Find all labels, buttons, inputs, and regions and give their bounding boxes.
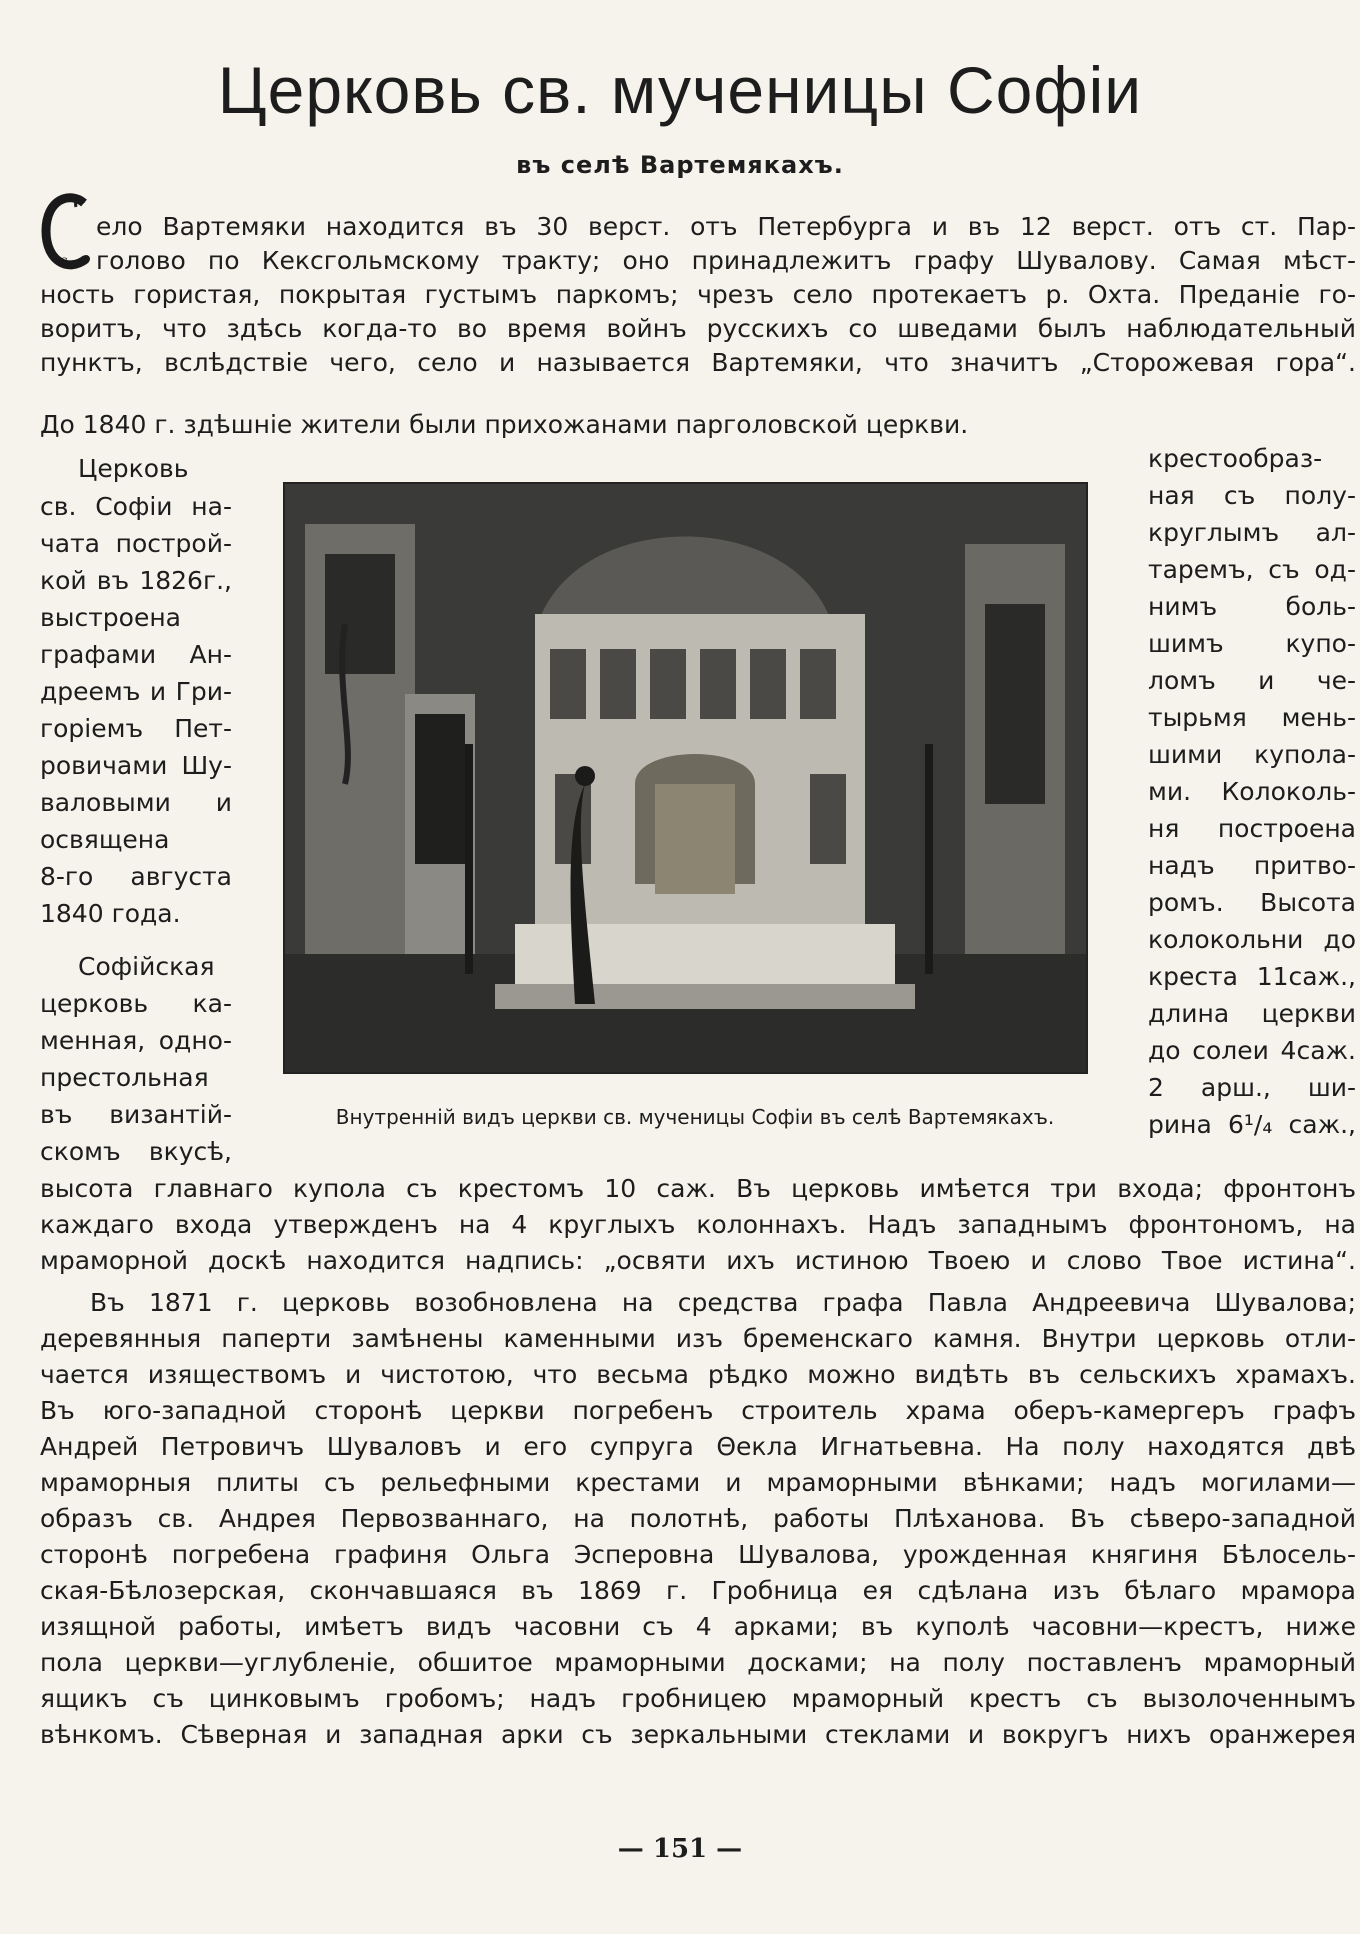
left-column-line: освящена: [40, 825, 170, 854]
right-column-line: шимъ купо-: [1148, 629, 1356, 658]
left-column-line: чата построй-: [40, 529, 232, 558]
right-column-line: ромъ. Высота: [1148, 888, 1356, 917]
left-column-line: Церковь: [78, 454, 189, 483]
intro-line: пунктъ, вслѣдствiе чего, село и называется Вартемяки, что значитъ „Сторожевая гора“.: [40, 348, 1356, 377]
left-column-line: Софiйская: [78, 952, 215, 981]
right-column-line: ломъ и че-: [1148, 666, 1356, 695]
left-column-line: въ византiй-: [40, 1100, 232, 1129]
left-column-line: валовыми и: [40, 788, 232, 817]
left-column-line: кой въ 1826г.,: [40, 566, 232, 595]
left-column-line: графами Ан-: [40, 640, 232, 669]
church-interior-photo: [283, 482, 1088, 1074]
body-line: Андрей Петровичъ Шуваловъ и его супруга Θекла Игнатьевна. На полу находятся двѣ: [40, 1432, 1356, 1461]
left-column-line: менная, одно-: [40, 1026, 232, 1055]
right-column-line: круглымъ ал-: [1148, 518, 1356, 547]
right-column-line: колокольни до: [1148, 925, 1356, 954]
right-column-line: креста 11саж.,: [1148, 962, 1356, 991]
intro-line: До 1840 г. здѣшнiе жители были прихожанами парголовской церкви.: [40, 410, 969, 439]
left-column-line: дреемъ и Гри-: [40, 677, 232, 706]
body-line: вѣнкомъ. Сѣверная и западная арки съ зеркальными стеклами и вокругъ нихъ оранжерея: [40, 1720, 1356, 1749]
right-column-line: до солеи 4саж.: [1148, 1036, 1356, 1065]
left-column-line: горiемъ Пет-: [40, 714, 232, 743]
body-line: ящикъ съ цинковымъ гробомъ; надъ гробницею мраморный крестъ съ вызолоченнымъ: [40, 1684, 1356, 1713]
intro-line: воритъ, что здѣсь когда-то во время войнъ русскихъ со шведами былъ наблюдательный: [40, 314, 1356, 343]
left-column-line: скомъ вкусѣ,: [40, 1137, 232, 1166]
body-line: ская-Бѣлозерская, скончавшаяся въ 1869 г. Гробница ея сдѣлана изъ бѣлаго мрамора: [40, 1576, 1356, 1605]
body-line: образъ св. Андрея Первозваннаго, на полотнѣ, работы Плѣханова. Въ сѣверо-западной: [40, 1504, 1356, 1533]
right-column-line: ная съ полу-: [1148, 481, 1356, 510]
page-title: Церковь св. мученицы Софiи: [217, 53, 1143, 127]
body-line: Въ 1871 г. церковь возобновлена на средства графа Павла Андреевича Шувалова;: [90, 1288, 1356, 1317]
body-line: высота главнаго купола съ крестомъ 10 саж. Въ церковь имѣется три входа; фронтонъ: [40, 1174, 1356, 1203]
body-line: пола церкви—углубленiе, обшитое мраморными досками; на полу поставленъ мраморный: [40, 1648, 1356, 1677]
iconostasis-illustration: [285, 484, 1086, 1072]
body-line: каждаго входа утвержденъ на 4 круглыхъ колоннахъ. Надъ западнымъ фронтономъ, на: [40, 1210, 1356, 1239]
dropcap-letter: С: [60, 257, 68, 268]
body-line: изящной работы, имѣетъ видъ часовни съ 4 арками; въ куполѣ часовни—крестъ, ниже: [40, 1612, 1356, 1641]
body-line: мраморныя плиты съ рельефными крестами и мраморными вѣнками; надъ могилами—: [40, 1468, 1356, 1497]
page-number: — 151 —: [617, 1834, 743, 1864]
intro-line: ность гористая, покрытая густымъ паркомъ; чрезъ село протекаетъ р. Охта. Преданiе го-: [40, 280, 1356, 309]
right-column-line: крестообраз-: [1148, 444, 1323, 473]
right-column-line: длина церкви: [1148, 999, 1356, 1028]
body-line: Въ юго-западной сторонѣ церкви погребенъ строитель храма оберъ-камергеръ графъ: [40, 1396, 1356, 1425]
right-column-line: 2 арш., ши-: [1148, 1073, 1356, 1102]
left-column-line: ровичами Шу-: [40, 751, 232, 780]
left-column-line: 1840 года.: [40, 899, 181, 928]
body-line: сторонѣ погребена графиня Ольга Эсперовна Шувалова, урожденная княгиня Бѣлосель-: [40, 1540, 1356, 1569]
page-subtitle: въ селѣ Вартемякахъ.: [516, 151, 844, 179]
left-column-line: выстроена: [40, 603, 181, 632]
left-column-line: 8-го августа: [40, 862, 232, 891]
right-column-line: надъ притво-: [1148, 851, 1356, 880]
body-line: чается изяществомъ и чистотою, что весьма рѣдко можно видѣть въ сельскихъ храмахъ.: [40, 1360, 1356, 1389]
left-column-line: св. Софiи на-: [40, 492, 232, 521]
left-column-line: престольная: [40, 1063, 209, 1092]
body-line: деревянныя паперти замѣнены каменными изъ бременскаго камня. Внутри церковь отли-: [40, 1324, 1356, 1353]
right-column-line: таремъ, съ од-: [1148, 555, 1356, 584]
right-column-line: нимъ боль-: [1148, 592, 1356, 621]
body-line: мраморной доскѣ находится надпись: „освяти ихъ истиною Твоею и слово Твое истина“.: [40, 1246, 1356, 1275]
dropcap-ornament: [40, 193, 92, 273]
right-column-line: рина 6¹/₄ саж.,: [1148, 1110, 1356, 1139]
right-column-line: шими купола-: [1148, 740, 1356, 769]
intro-line: ело Вартемяки находится въ 30 верст. отъ Петербурга и въ 12 верст. отъ ст. Пар-: [96, 212, 1356, 241]
right-column-line: ми. Колоколь-: [1148, 777, 1356, 806]
photo-caption: Внутреннiй видъ церкви св. мученицы Софiи въ селѣ Вартемякахъ.: [335, 1105, 1055, 1129]
right-column-line: ня построена: [1148, 814, 1356, 843]
right-column-line: тырьмя мень-: [1148, 703, 1356, 732]
left-column-line: церковь ка-: [40, 989, 232, 1018]
intro-line: голово по Кексгольмскому тракту; оно принадлежитъ графу Шувалову. Самая мѣст-: [96, 246, 1356, 275]
